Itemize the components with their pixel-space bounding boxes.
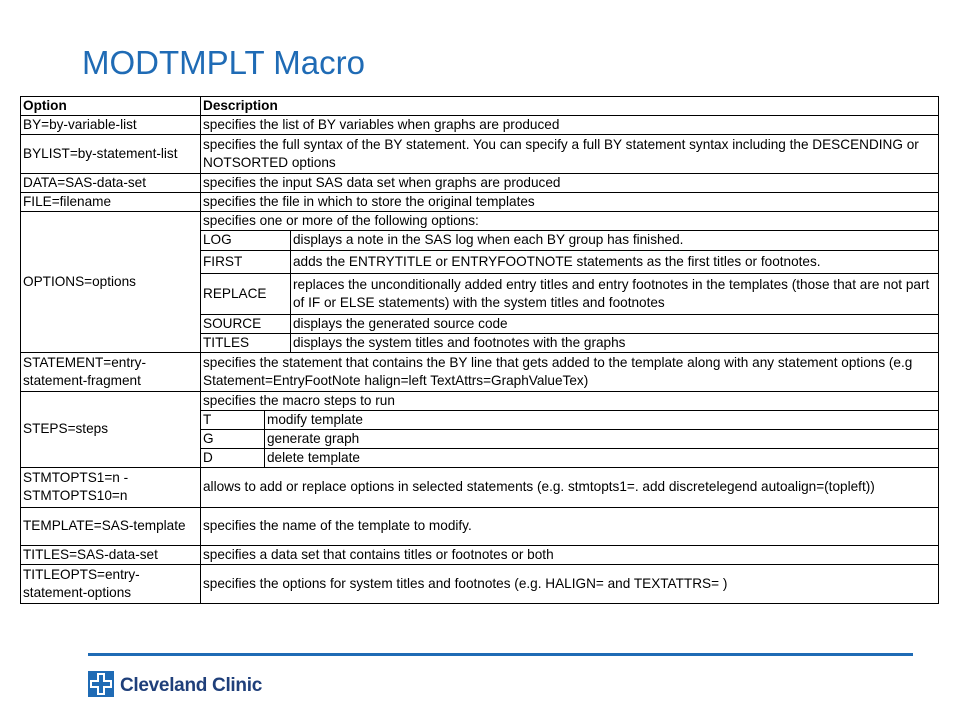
sub-key: SOURCE [201, 314, 291, 333]
option-cell: OPTIONS=options [21, 212, 201, 353]
sub-desc: modify template [267, 412, 363, 427]
option-cell: BYLIST=by-statement-list [21, 135, 201, 174]
footer-divider [88, 653, 913, 656]
sub-row [201, 250, 938, 273]
sub-desc: displays a note in the SAS log when each BY group has finished. [293, 232, 684, 248]
table-row [21, 564, 939, 603]
sub-desc: adds the ENTRYTITLE or ENTRYFOOTNOTE statements as the first titles or footnotes. [291, 250, 939, 273]
sub-key: LOG [201, 231, 291, 250]
sub-row [201, 448, 938, 466]
description-cell: specifies the full syntax of the BY statement. You can specify a full BY statement syntax including the DESCENDING or NOTSORTED options [201, 135, 939, 174]
table-row [21, 135, 939, 174]
sub-key: TITLES [201, 333, 291, 352]
sub-key: G [201, 429, 265, 448]
cleveland-clinic-cross-icon [88, 671, 114, 702]
sub-desc: delete template [265, 448, 939, 466]
description-cell: allows to add or replace options in selected statements (e.g. stmtopts1=. add discretelegend autoalign=(topleft)) [201, 467, 939, 507]
sub-row [201, 273, 938, 314]
sub-desc: displays the system titles and footnotes with the graphs [291, 333, 939, 352]
sub-desc: replaces the unconditionally added entry titles and entry footnotes in the templates (those that are not part of IF or ELSE statements) with the system titles and footnotes [291, 273, 939, 314]
sub-key: FIRST [201, 250, 291, 273]
table-row [21, 545, 939, 564]
description-cell: specifies the list of BY variables when graphs are produced [201, 116, 939, 135]
options-subtable [201, 231, 938, 352]
description-cell: specifies the name of the template to modify. [201, 507, 939, 545]
description-cell [201, 392, 939, 468]
option-cell: STATEMENT=entry-statement-fragment [21, 353, 201, 392]
option-cell: DATA=SAS-data-set [21, 174, 201, 193]
sub-row [201, 333, 938, 352]
options-lead: specifies one or more of the following options: [203, 213, 479, 228]
cleveland-clinic-logo [88, 672, 262, 700]
table-row [21, 392, 939, 468]
options-table [20, 96, 939, 604]
description-cell: specifies the statement that contains the BY line that gets added to the template along with any statement options (e.g Statement=EntryFootNote halign=left TextAttrs=GraphValueTex) [201, 353, 939, 392]
sub-row [201, 429, 938, 448]
sub-row [201, 411, 938, 429]
table-header-row [21, 97, 939, 116]
logo-text: Cleveland Clinic [120, 675, 262, 696]
table-row [21, 507, 939, 545]
sub-desc: generate graph [265, 429, 939, 448]
description-cell [201, 212, 939, 353]
option-cell: TITLEOPTS=entry-statement-options [21, 564, 201, 603]
description-cell: specifies the input SAS data set when graphs are produced [201, 174, 939, 193]
table-row [21, 212, 939, 353]
option-cell: STMTOPTS1=n - STMTOPTS10=n [21, 467, 201, 507]
table-row [21, 174, 939, 193]
description-cell: specifies a data set that contains titles or footnotes or both [201, 545, 939, 564]
description-cell: specifies the file in which to store the original templates [201, 193, 939, 212]
steps-subtable-wrap [201, 410, 938, 467]
steps-subtable [201, 411, 938, 467]
sub-row [201, 231, 938, 250]
sub-key: D [201, 448, 265, 466]
table-row [21, 467, 939, 507]
table-row [21, 353, 939, 392]
table-row [21, 116, 939, 135]
sub-key: T [201, 411, 265, 429]
sub-row [201, 314, 938, 333]
table-row [21, 193, 939, 212]
sub-key: REPLACE [201, 273, 291, 314]
options-subtable-wrap [201, 230, 938, 352]
option-cell: FILE=filename [21, 193, 201, 212]
option-cell: STEPS=steps [21, 392, 201, 468]
option-cell: TEMPLATE=SAS-template [21, 507, 201, 545]
option-cell: TITLES=SAS-data-set [21, 545, 201, 564]
description-cell: specifies the options for system titles and footnotes (e.g. HALIGN= and TEXTATTRS= ) [201, 564, 939, 603]
sub-desc: displays the generated source code [291, 314, 939, 333]
header-description: Description [201, 97, 939, 116]
steps-lead: specifies the macro steps to run [203, 393, 395, 408]
option-cell: BY=by-variable-list [21, 116, 201, 135]
header-option: Option [21, 97, 201, 116]
slide-title: MODTMPLT Macro [82, 44, 365, 81]
